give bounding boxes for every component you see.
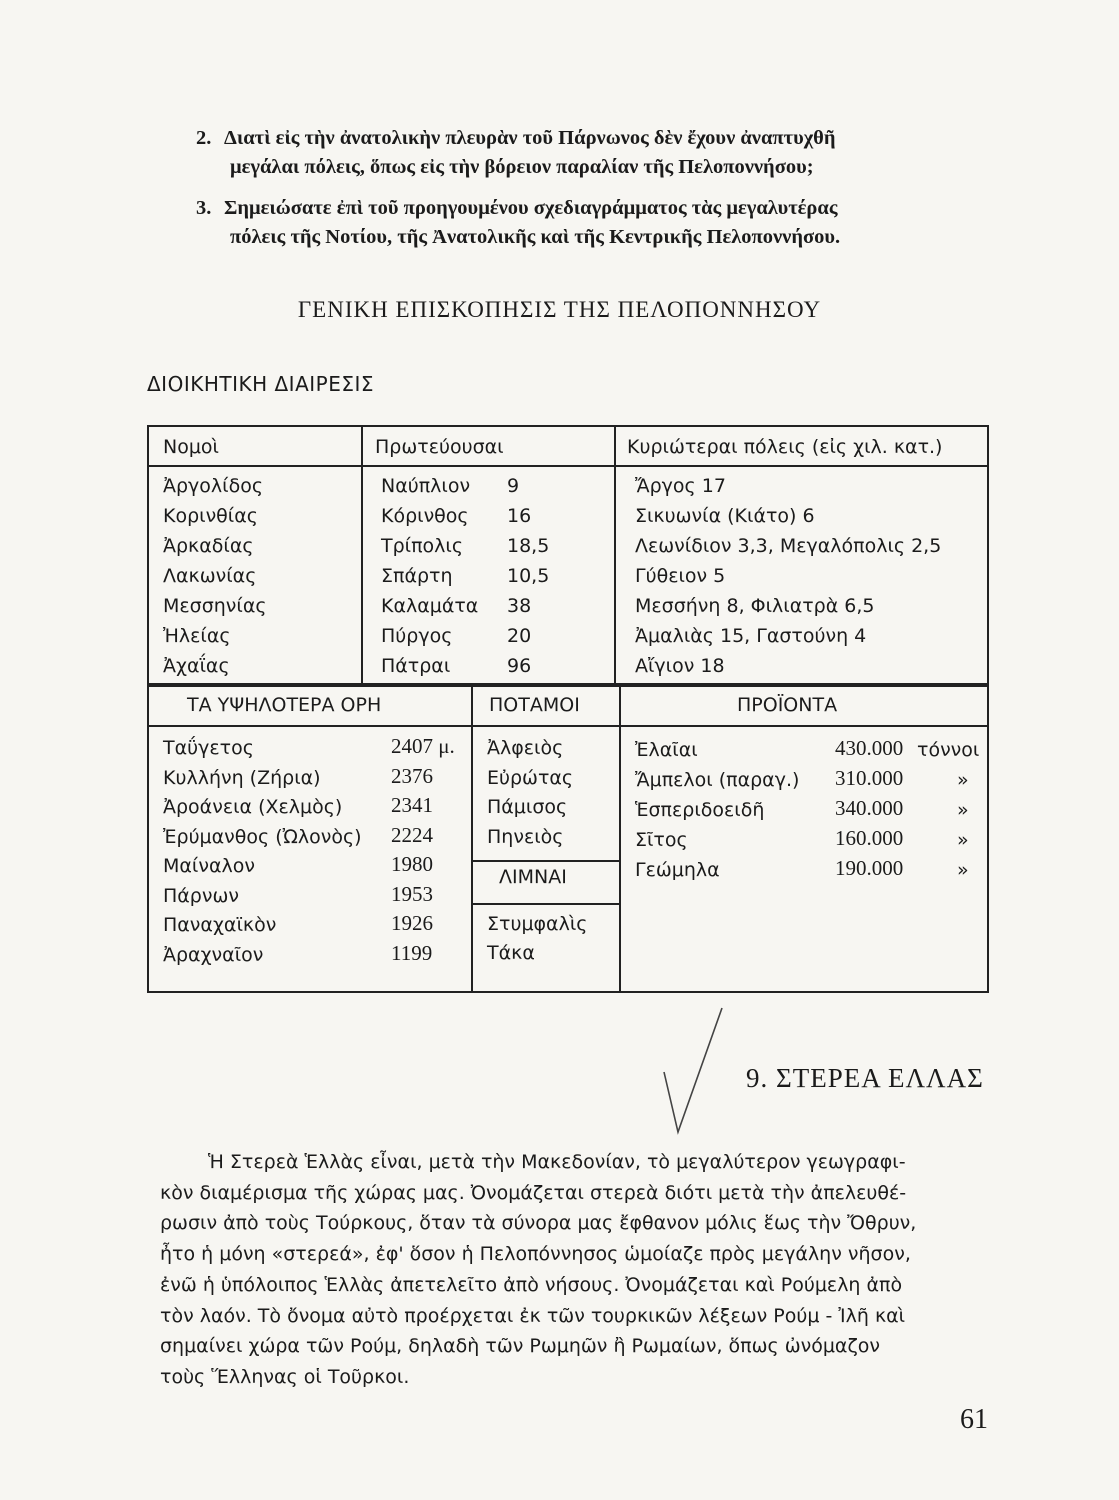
chapter-title: 9. ΣΤΕΡΕΑ ΕΛΛΑΣ — [746, 1063, 984, 1093]
capital-cell: Πύργος — [381, 625, 453, 647]
nomos-cell: Ἀργολίδος — [163, 475, 264, 497]
page-number: 61 — [960, 1404, 988, 1435]
question-text-line1: Σημειώσατε ἐπὶ τοῦ προηγουμένου σχεδιαγράμματος τὰς μεγαλυτέρας — [224, 197, 838, 219]
lake-cell: Τάκα — [487, 942, 535, 964]
nomos-cell: Μεσσηνίας — [163, 595, 267, 617]
main-cities-cell: Σικυωνία (Κιάτο) 6 — [635, 505, 815, 527]
question-text-line2: πόλεις τῆς Νοτίου, τῆς Ἀνατολικῆς καὶ τῆς Κεντρικῆς Πελοποννήσου. — [230, 226, 841, 248]
question-2 — [196, 124, 996, 182]
capital-population-cell: 38 — [507, 595, 532, 617]
main-cities-cell: Ἀμαλιὰς 15, Γαστούνη 4 — [635, 625, 867, 647]
nomos-cell: Ἀχαΐας — [163, 655, 230, 677]
header-rivers: ΠΟΤΑΜΟΙ — [489, 694, 580, 716]
mountain-height-cell: 2341 — [391, 793, 433, 817]
product-unit-cell: » — [957, 859, 969, 881]
river-cell: Πηνειὸς — [487, 825, 564, 848]
mountain-height-cell: 2407 μ. — [391, 734, 455, 758]
header-lakes: ΛΙΜΝΑΙ — [499, 866, 567, 888]
nomos-cell: Κορινθίας — [163, 505, 258, 527]
product-amount-cell: 430.000 — [835, 736, 904, 760]
product-name-cell: Ἑσπεριδοειδῆ — [635, 799, 765, 821]
river-cell: Εὐρώτας — [487, 766, 574, 789]
body-line: ρωσιν ἀπὸ τοὺς Τούρκους, ὅταν τὰ σύνορα μας ἔφθανον μόλις ἕως τὴν Ὄθρυν, — [160, 1212, 917, 1235]
main-cities-cell: Ἄργος 17 — [635, 475, 726, 497]
lake-cell: Στυμφαλὶς — [487, 913, 588, 935]
product-name-cell: Ἐλαῖαι — [635, 739, 698, 761]
main-cities-cell: Λεωνίδιον 3,3, Μεγαλόπολις 2,5 — [635, 535, 942, 557]
question-text-line1: Διατὶ εἰς τὴν ἀνατολικὴν πλευρὰν τοῦ Πάρνωνος δὲν ἔχουν ἀναπτυχθῆ — [224, 127, 836, 149]
mountain-name-cell: Κυλλήνη (Ζήρια) — [163, 766, 321, 789]
capital-population-cell: 9 — [507, 475, 520, 497]
body-paragraph — [160, 1147, 998, 1393]
body-line: ἦτο ἡ μόνη «στερεά», ἐφ' ὅσον ἡ Πελοπόννησος ὡμοίαζε πρὸς μεγάλην νῆσον, — [160, 1243, 911, 1266]
river-cell: Πάμισος — [487, 796, 568, 818]
mountain-height-cell: 2376 — [391, 763, 433, 788]
main-cities-cell: Μεσσήνη 8, Φιλιατρὰ 6,5 — [635, 595, 875, 617]
body-line: Ἡ Στερεὰ Ἑλλὰς εἶναι, μετὰ τὴν Μακεδονίαν, τὸ μεγαλύτερον γεωγραφι- — [208, 1151, 906, 1173]
capital-population-cell: 16 — [507, 505, 532, 527]
mountain-name-cell: Μαίναλον — [163, 855, 255, 877]
capital-population-cell: 20 — [507, 625, 532, 647]
nomos-cell: Λακωνίας — [163, 565, 257, 587]
mountain-height-cell: 1199 — [391, 940, 433, 965]
capital-cell: Κόρινθος — [381, 505, 469, 527]
body-line: κὸν διαμέρισμα τῆς χώρας μας. Ὀνομάζεται στερεὰ διότι μετὰ τὴν ἀπελευθέ- — [160, 1181, 907, 1204]
capital-cell: Ναύπλιον — [381, 475, 471, 497]
mountains-rivers-products-table — [147, 683, 989, 993]
body-line: τὸν λαόν. Τὸ ὄνομα αὐτὸ προέρχεται ἐκ τῶν τουρκικῶν λέξεων Ρούμ - Ἰλῆ καὶ — [160, 1304, 906, 1327]
mountain-height-cell: 1953 — [391, 881, 433, 906]
nomos-cell: Ἠλείας — [163, 625, 231, 647]
nomos-cell: Ἀρκαδίας — [163, 535, 254, 557]
main-cities-cell: Γύθειον 5 — [635, 565, 726, 587]
product-unit-cell: » — [957, 769, 969, 791]
question-number: 3. — [196, 197, 212, 219]
mountain-name-cell: Ταΰγετος — [163, 737, 254, 759]
header-nomoi: Νομοὶ — [163, 436, 219, 458]
mountain-name-cell: Πάρνων — [163, 884, 240, 907]
capital-population-cell: 10,5 — [507, 565, 550, 587]
product-name-cell: Σῖτος — [635, 829, 688, 851]
mountain-name-cell: Παναχαϊκὸν — [163, 914, 277, 936]
capital-cell: Σπάρτη — [381, 565, 453, 587]
capital-cell: Τρίπολις — [381, 535, 463, 557]
body-line: τοὺς Ἕλληνας οἱ Τοῦρκοι. — [160, 1365, 410, 1388]
admin-division-title: ΔΙΟΙΚΗΤΙΚΗ ΔΙΑΙΡΕΣΙΣ — [147, 372, 375, 396]
mountain-name-cell: Ἐρύμανθος (Ὠλονὸς) — [163, 825, 362, 848]
capital-cell: Καλαμάτα — [381, 595, 479, 617]
product-unit-cell: » — [957, 829, 969, 851]
header-main-cities: Κυριώτεραι πόλεις (εἰς χιλ. κατ.) — [627, 436, 943, 458]
section-title: ΓΕΝΙΚΗ ΕΠΙΣΚΟΠΗΣΙΣ ΤΗΣ ΠΕΛΟΠΟΝΝΗΣΟΥ — [297, 297, 822, 322]
mountain-height-cell: 2224 — [391, 822, 433, 847]
mountain-height-cell: 1926 — [391, 911, 433, 935]
product-amount-cell: 190.000 — [835, 856, 904, 880]
product-amount-cell: 310.000 — [835, 766, 904, 790]
capital-population-cell: 18,5 — [507, 535, 550, 557]
product-unit-cell: τόννοι — [917, 739, 980, 761]
capital-cell: Πάτραι — [381, 655, 451, 677]
mountain-name-cell: Ἀραχναῖον — [163, 943, 264, 966]
header-products: ΠΡΟΪΟΝΤΑ — [737, 694, 838, 716]
product-name-cell: Γεώμηλα — [635, 859, 720, 881]
mountain-height-cell: 1980 — [391, 852, 433, 876]
check-mark-icon — [640, 1000, 750, 1140]
product-unit-cell: » — [957, 799, 969, 821]
river-cell: Ἀλφειὸς — [487, 737, 564, 759]
product-amount-cell: 340.000 — [835, 796, 904, 820]
capital-population-cell: 96 — [507, 655, 532, 677]
body-line: σημαίνει χώρα τῶν Ρούμ, δηλαδὴ τῶν Ρωμηῶν ἢ Ρωμαίων, ὅπως ὠνόμαζον — [160, 1335, 881, 1358]
admin-division-table — [147, 425, 989, 687]
main-cities-cell: Αἴγιον 18 — [635, 655, 725, 677]
question-text-line2: μεγάλαι πόλεις, ὅπως εἰς τὴν βόρειον παραλίαν τῆς Πελοποννήσου; — [230, 156, 814, 178]
mountain-name-cell: Ἀροάνεια (Χελμὸς) — [163, 796, 343, 818]
header-mountains: ΤΑ ΥΨΗΛΟΤΕΡΑ ΟΡΗ — [187, 694, 382, 716]
question-3 — [196, 194, 996, 252]
product-name-cell: Ἄμπελοι (παραγ.) — [635, 769, 800, 791]
body-line: ἐνῶ ἡ ὑπόλοιπος Ἑλλὰς ἀπετελεῖτο ἀπὸ νήσους. Ὀνομάζεται καὶ Ρούμελη ἀπὸ — [160, 1273, 903, 1296]
header-capitals: Πρωτεύουσαι — [375, 436, 504, 458]
question-number: 2. — [196, 127, 212, 149]
product-amount-cell: 160.000 — [835, 826, 904, 850]
